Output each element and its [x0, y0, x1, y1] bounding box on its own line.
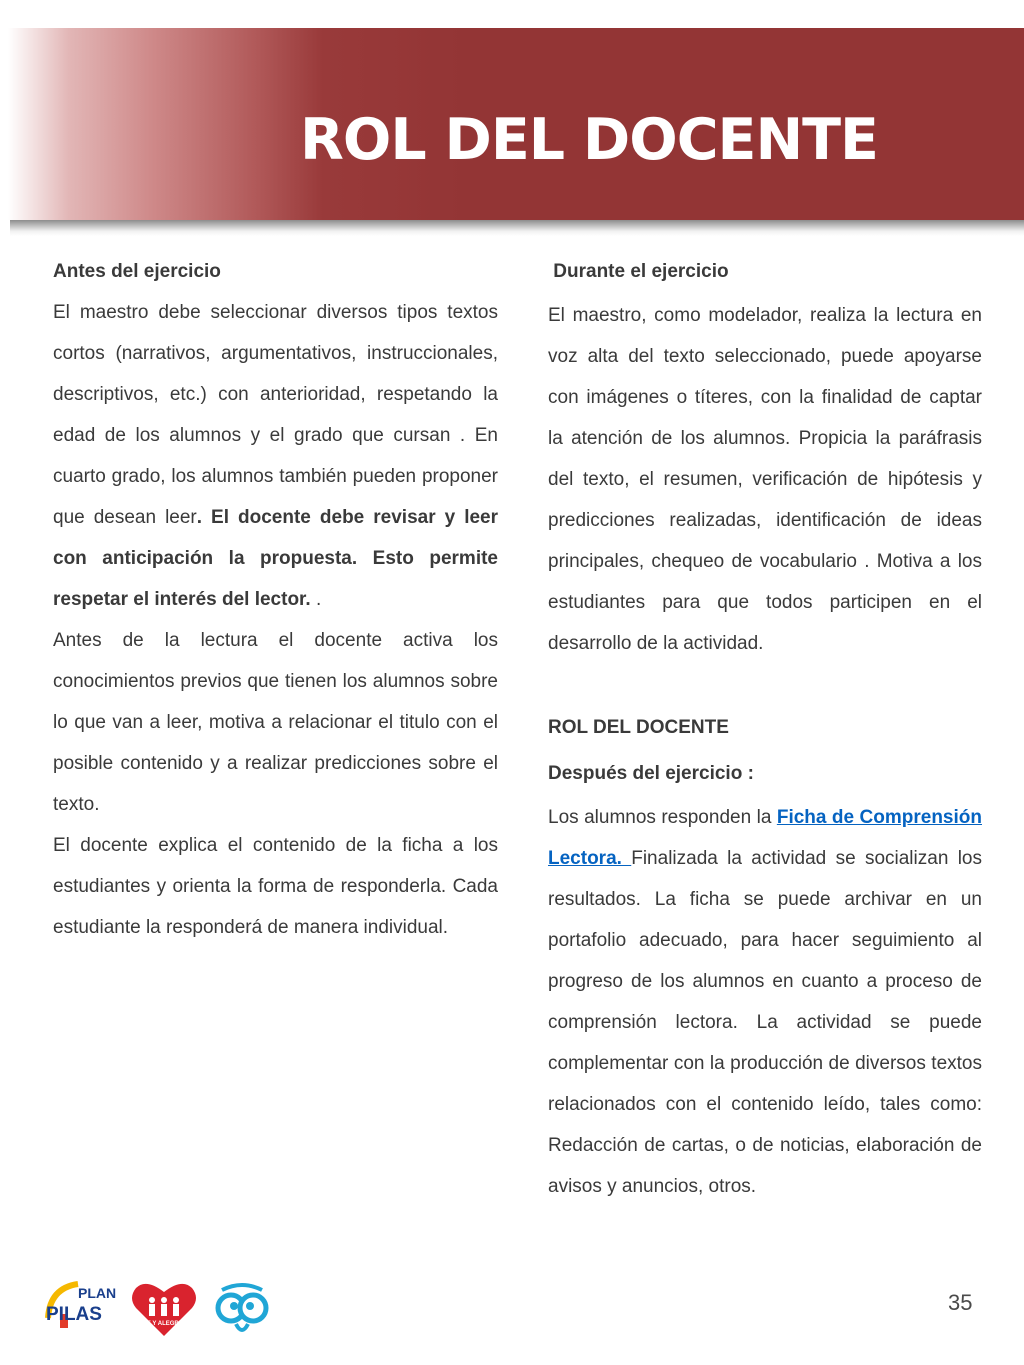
figure-icon: [149, 1304, 155, 1316]
fe-y-alegria-logo-text: FE Y ALEGRIA: [143, 1321, 185, 1327]
page-number: 35: [948, 1290, 973, 1315]
paragraph-despues: [548, 797, 982, 1207]
owl-pupil-icon: [246, 1302, 254, 1310]
footer-logos: [40, 1278, 280, 1340]
paragraph-antes-1-bold: . El docente debe revisar y leer con anticipación la propuesta. Esto permite respetar el interés del lector.: [53, 507, 498, 610]
plan-pilas-logo-bottom: PILAS: [46, 1304, 102, 1325]
paragraph-antes-1: [53, 292, 498, 620]
banner-shadow: [10, 220, 1024, 236]
owl-brow-icon: [222, 1285, 262, 1290]
section-heading-durante: Durante el ejercicio: [548, 261, 729, 282]
ficha-comprension-link[interactable]: Ficha de Comprensión Lectora.: [548, 807, 982, 869]
left-column: [53, 251, 498, 948]
section-heading-antes: Antes del ejercicio: [53, 261, 221, 282]
owl-pupil-icon: [230, 1302, 238, 1310]
figure-icon: [173, 1304, 179, 1316]
right-column: [548, 249, 982, 1207]
owl-beak-icon: [236, 1324, 248, 1330]
figure-icon: [173, 1297, 179, 1303]
paragraph-despues-start: Los alumnos responden la: [548, 807, 777, 828]
paragraph-antes-3: El docente explica el contenido de la ficha a los estudiantes y orienta la forma de responderla. Cada estudiante la responderá de manera individual.: [53, 835, 498, 938]
paragraph-antes-1-end: .: [310, 589, 322, 610]
figure-icon: [149, 1297, 155, 1303]
paragraph-durante: El maestro, como modelador, realiza la lectura en voz alta del texto seleccionado, puede apoyarse con imágenes o títeres, con la finalidad de captar la atención de los alumnos. Propicia la paráfrasis del texto, el resumen, verificación de hipótesis y predicciones realizadas, identificación de ideas principales, chequeo de vocabulario . Motiva a los estudiantes para que todos participen en el desarrollo de la actividad.: [548, 305, 982, 654]
section-heading-despues: Después del ejercicio :: [548, 763, 754, 784]
paragraph-despues-rest: Finalizada la actividad se socializan los resultados. La ficha se puede archivar en un portafolio adecuado, para hacer seguimiento al progreso de los alumnos en cuanto a proceso de comprensión lectora. La actividad se puede complementar con la producción de diversos textos relacionados con el contenido leído, tales como: Redacción de cartas, o de noticias, elaboración de avisos y anuncios, otros.: [548, 848, 982, 1197]
plan-pilas-logo-top: PLAN: [78, 1285, 117, 1301]
figure-icon: [161, 1297, 167, 1303]
paragraph-antes-1-text: El maestro debe seleccionar diversos tipos textos cortos (narrativos, argumentativos, instruccionales, descriptivos, etc.) con anterioridad, respetando la edad de los alumnos y el grado que cursan . En cuarto grado, los alumnos también pueden proponer que desean leer: [53, 302, 498, 528]
paragraph-antes-2: Antes de la lectura el docente activa los conocimientos previos que tienen los alumnos sobre lo que van a leer, motiva a relacionar el titulo con el posible contenido y a realizar predicciones sobre el texto.: [53, 630, 498, 815]
spacer: [548, 664, 982, 705]
figure-icon: [161, 1304, 167, 1316]
logos-svg: [40, 1278, 280, 1340]
section-heading-rol: ROL DEL DOCENTE: [548, 717, 729, 738]
owl-logo: [218, 1285, 266, 1330]
plan-pilas-logo: [46, 1284, 116, 1328]
fe-y-alegria-logo: [132, 1284, 196, 1336]
page-title: ROL DEL DOCENTE: [300, 107, 878, 173]
